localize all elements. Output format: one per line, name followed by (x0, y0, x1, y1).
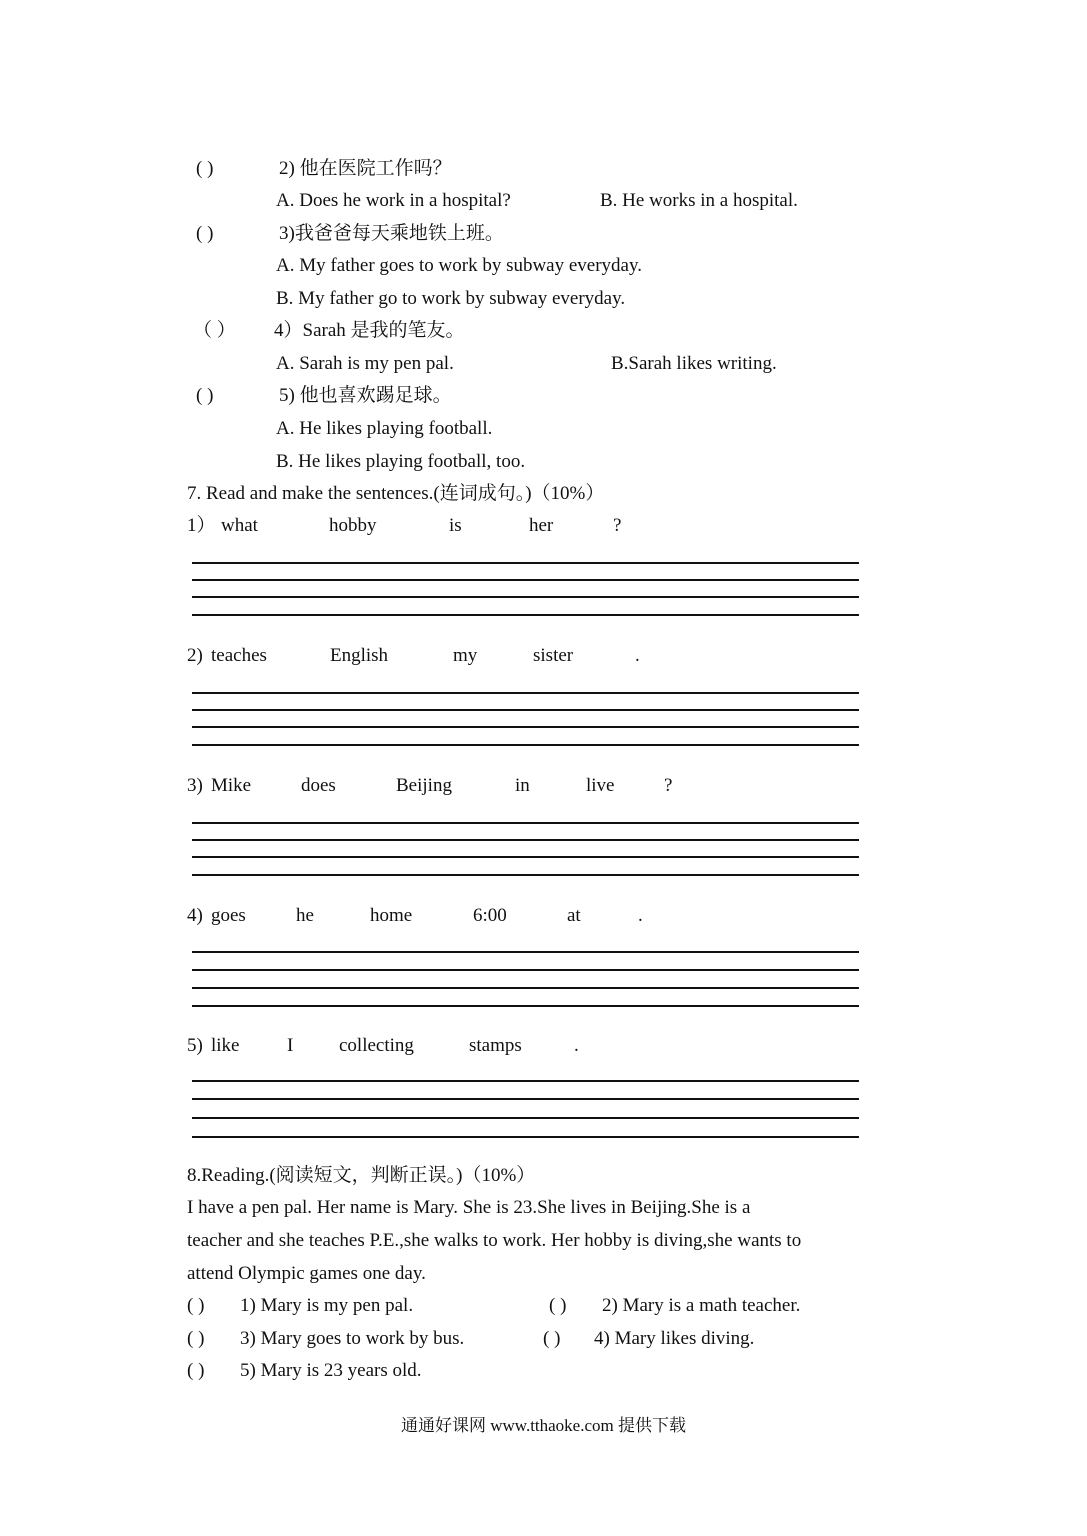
question-4-option-b: B.Sarah likes writing. (611, 353, 777, 374)
item-2-number: 2) (187, 645, 203, 666)
writing-line[interactable] (192, 709, 859, 711)
writing-line[interactable] (192, 822, 859, 824)
item-1-number: 1） (187, 515, 216, 536)
writing-line[interactable] (192, 1136, 859, 1138)
item-5-word: I (287, 1035, 294, 1056)
item-2-word: teaches (211, 645, 267, 666)
statement-3: 3) Mary goes to work by bus. (240, 1328, 465, 1349)
question-4-prompt: 4）Sarah 是我的笔友。 (274, 320, 465, 341)
answer-paren[interactable]: ( ) (549, 1295, 567, 1316)
item-3-number: 3) (187, 775, 203, 796)
answer-paren[interactable]: ( ) (187, 1360, 205, 1381)
writing-line[interactable] (192, 596, 859, 598)
item-3-word: live (586, 775, 615, 796)
item-2-word: my (453, 645, 478, 666)
question-2-option-b: B. He works in a hospital. (600, 190, 798, 211)
writing-line[interactable] (192, 579, 859, 581)
writing-line[interactable] (192, 726, 859, 728)
statement-2: 2) Mary is a math teacher. (602, 1295, 801, 1316)
item-5-word: collecting (339, 1035, 414, 1056)
item-4-word: he (296, 905, 314, 926)
page-footer: 通通好课网 www.tthaoke.com 提供下载 (400, 1416, 687, 1435)
writing-line[interactable] (192, 839, 859, 841)
answer-paren[interactable]: ( ) (187, 1295, 205, 1316)
item-3-word: ? (664, 775, 673, 796)
question-3-option-a: A. My father goes to work by subway everyday. (276, 255, 643, 276)
item-5-word: . (574, 1035, 579, 1056)
item-1-word: her (529, 515, 554, 536)
item-4-word: at (567, 905, 581, 926)
paren-q5: ( ) (196, 385, 214, 406)
item-4-word: home (370, 905, 413, 926)
question-3-option-b: B. My father go to work by subway everyday. (276, 288, 626, 309)
writing-line[interactable] (192, 562, 859, 564)
paren-q4: （ ） (193, 320, 236, 341)
item-3-word: does (301, 775, 336, 796)
answer-paren[interactable]: ( ) (187, 1328, 205, 1349)
writing-line[interactable] (192, 614, 859, 616)
item-5-word: like (211, 1035, 240, 1056)
question-2-prompt: 2) 他在医院工作吗？ (279, 158, 452, 179)
statement-5: 5) Mary is 23 years old. (240, 1360, 422, 1381)
statement-1: 1) Mary is my pen pal. (240, 1295, 414, 1316)
item-5-number: 5) (187, 1035, 203, 1056)
item-4-word: goes (211, 905, 246, 926)
item-2-word: . (635, 645, 640, 666)
item-3-word: Mike (211, 775, 252, 796)
item-1-word: hobby (329, 515, 377, 536)
item-2-word: English (330, 645, 389, 666)
writing-line[interactable] (192, 1080, 859, 1082)
statement-4: 4) Mary likes diving. (594, 1328, 755, 1349)
writing-line[interactable] (192, 692, 859, 694)
item-1-word: what (221, 515, 258, 536)
question-2-option-a: A. Does he work in a hospital? (276, 190, 511, 211)
writing-line[interactable] (192, 1098, 859, 1100)
answer-paren[interactable]: ( ) (543, 1328, 561, 1349)
item-3-word: in (515, 775, 530, 796)
item-2-word: sister (533, 645, 574, 666)
section-7-title: 7. Read and make the sentences.(连词成句。)（10%） (187, 483, 605, 504)
writing-line[interactable] (192, 1117, 859, 1119)
item-4-number: 4) (187, 905, 203, 926)
question-5-prompt: 5) 他也喜欢踢足球。 (279, 385, 452, 406)
writing-line[interactable] (192, 1005, 859, 1007)
writing-line[interactable] (192, 874, 859, 876)
paren-q3: ( ) (196, 223, 214, 244)
item-1-word: is (449, 515, 462, 536)
item-1-word: ? (613, 515, 622, 536)
passage-line: teacher and she teaches P.E.,she walks to work. Her hobby is diving,she wants to (187, 1230, 802, 1251)
item-5-word: stamps (469, 1035, 522, 1056)
question-3-prompt: 3)我爸爸每天乘地铁上班。 (279, 223, 504, 244)
question-4-option-a: A. Sarah is my pen pal. (276, 353, 454, 374)
question-5-option-a: A. He likes playing football. (276, 418, 493, 439)
item-4-word: 6:00 (473, 905, 507, 926)
writing-line[interactable] (192, 969, 859, 971)
section-8-title: 8.Reading.(阅读短文，判断正误。)（10%） (187, 1165, 536, 1186)
writing-line[interactable] (192, 951, 859, 953)
passage-line: I have a pen pal. Her name is Mary. She is 23.She lives in Beijing.She is a (187, 1197, 751, 1218)
passage-line: attend Olympic games one day. (187, 1263, 426, 1284)
writing-line[interactable] (192, 987, 859, 989)
paren-q2: ( ) (196, 158, 214, 179)
item-4-word: . (638, 905, 643, 926)
writing-line[interactable] (192, 856, 859, 858)
question-5-option-b: B. He likes playing football, too. (276, 451, 526, 472)
writing-line[interactable] (192, 744, 859, 746)
item-3-word: Beijing (396, 775, 452, 796)
